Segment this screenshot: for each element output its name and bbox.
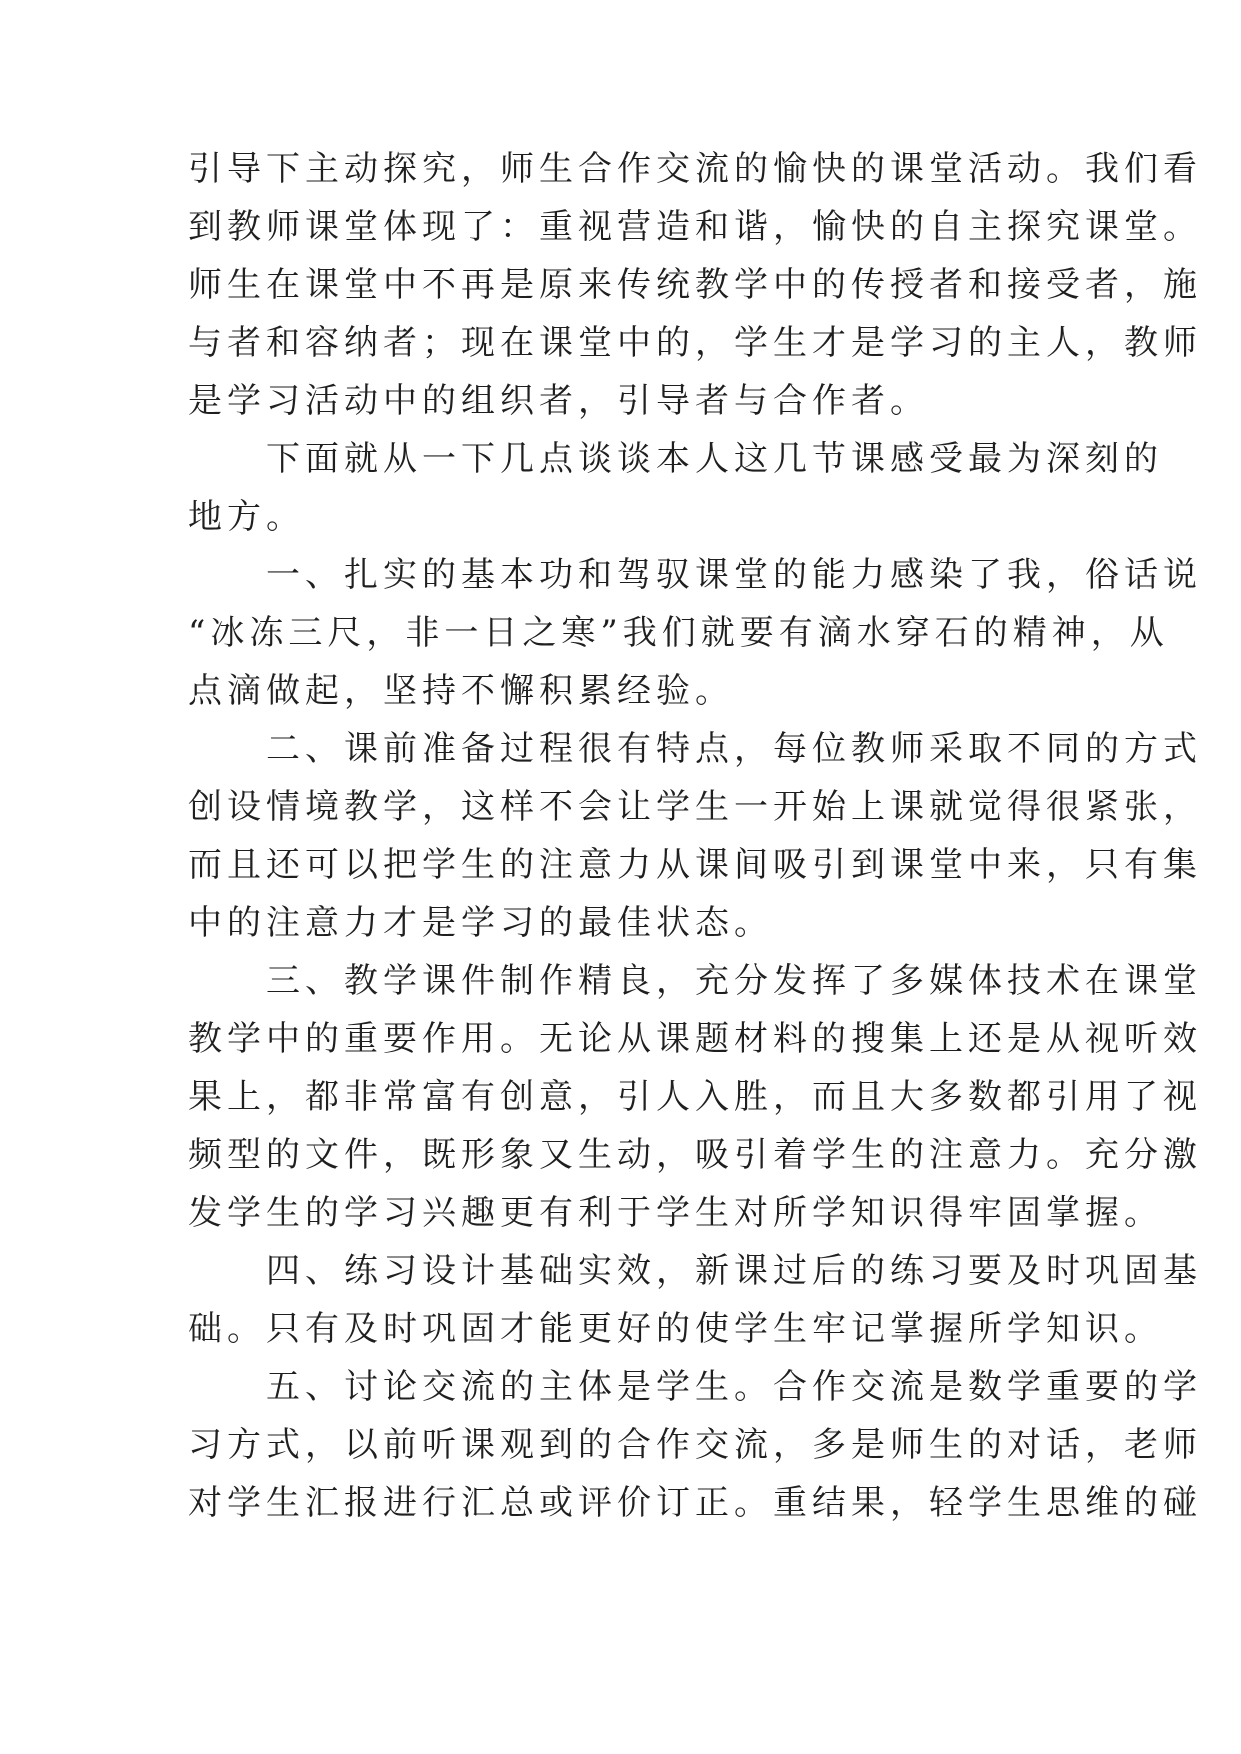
text-line: 果上，都非常富有创意，引人入胜，而且大多数都引用了视 [188, 1077, 1202, 1117]
text-line: 是学习活动中的组织者，引导者与合作者。 [188, 381, 929, 421]
text-line: 发学生的学习兴趣更有利于学生对所学知识得牢固掌握。 [188, 1193, 1163, 1233]
text-line: 础。只有及时巩固才能更好的使学生牢记掌握所学知识。 [188, 1309, 1163, 1349]
text-line: 教学中的重要作用。无论从课题材料的搜集上还是从视听效 [188, 1019, 1202, 1059]
text-line: 四、练习设计基础实效，新课过后的练习要及时巩固基 [188, 1251, 1202, 1291]
text-line: 下面就从一下几点谈谈本人这几节课感受最为深刻的 [188, 439, 1163, 479]
text-line: 师生在课堂中不再是原来传统教学中的传授者和接受者，施 [188, 265, 1202, 305]
text-line: 创设情境教学，这样不会让学生一开始上课就觉得很紧张， [188, 787, 1202, 827]
text-line: 二、课前准备过程很有特点，每位教师采取不同的方式 [188, 729, 1202, 769]
text-line: 中的注意力才是学习的最佳状态。 [188, 903, 773, 943]
text-line: 对学生汇报进行汇总或评价订正。重结果，轻学生思维的碰 [188, 1483, 1202, 1523]
text-line: 五、讨论交流的主体是学生。合作交流是数学重要的学 [188, 1367, 1202, 1407]
document-body [188, 140, 1202, 1532]
text-line: 一、扎实的基本功和驾驭课堂的能力感染了我，俗话说 [188, 555, 1202, 595]
text-line: 三、教学课件制作精良，充分发挥了多媒体技术在课堂 [188, 961, 1202, 1001]
text-line: 引导下主动探究，师生合作交流的愉快的课堂活动。我们看 [188, 149, 1202, 189]
text-line: 到教师课堂体现了：重视营造和谐，愉快的自主探究课堂。 [188, 207, 1202, 247]
text-line: 而且还可以把学生的注意力从课间吸引到课堂中来，只有集 [188, 845, 1202, 885]
text-line: 地方。 [188, 497, 305, 537]
text-line: 习方式，以前听课观到的合作交流，多是师生的对话，老师 [188, 1425, 1202, 1465]
text-line: 点滴做起，坚持不懈积累经验。 [188, 671, 734, 711]
text-line: 频型的文件，既形象又生动，吸引着学生的注意力。充分激 [188, 1135, 1202, 1175]
text-line: 与者和容纳者；现在课堂中的，学生才是学习的主人，教师 [188, 323, 1202, 363]
text-line: “冰冻三尺，非一日之寒”我们就要有滴水穿石的精神，从 [188, 613, 1169, 653]
